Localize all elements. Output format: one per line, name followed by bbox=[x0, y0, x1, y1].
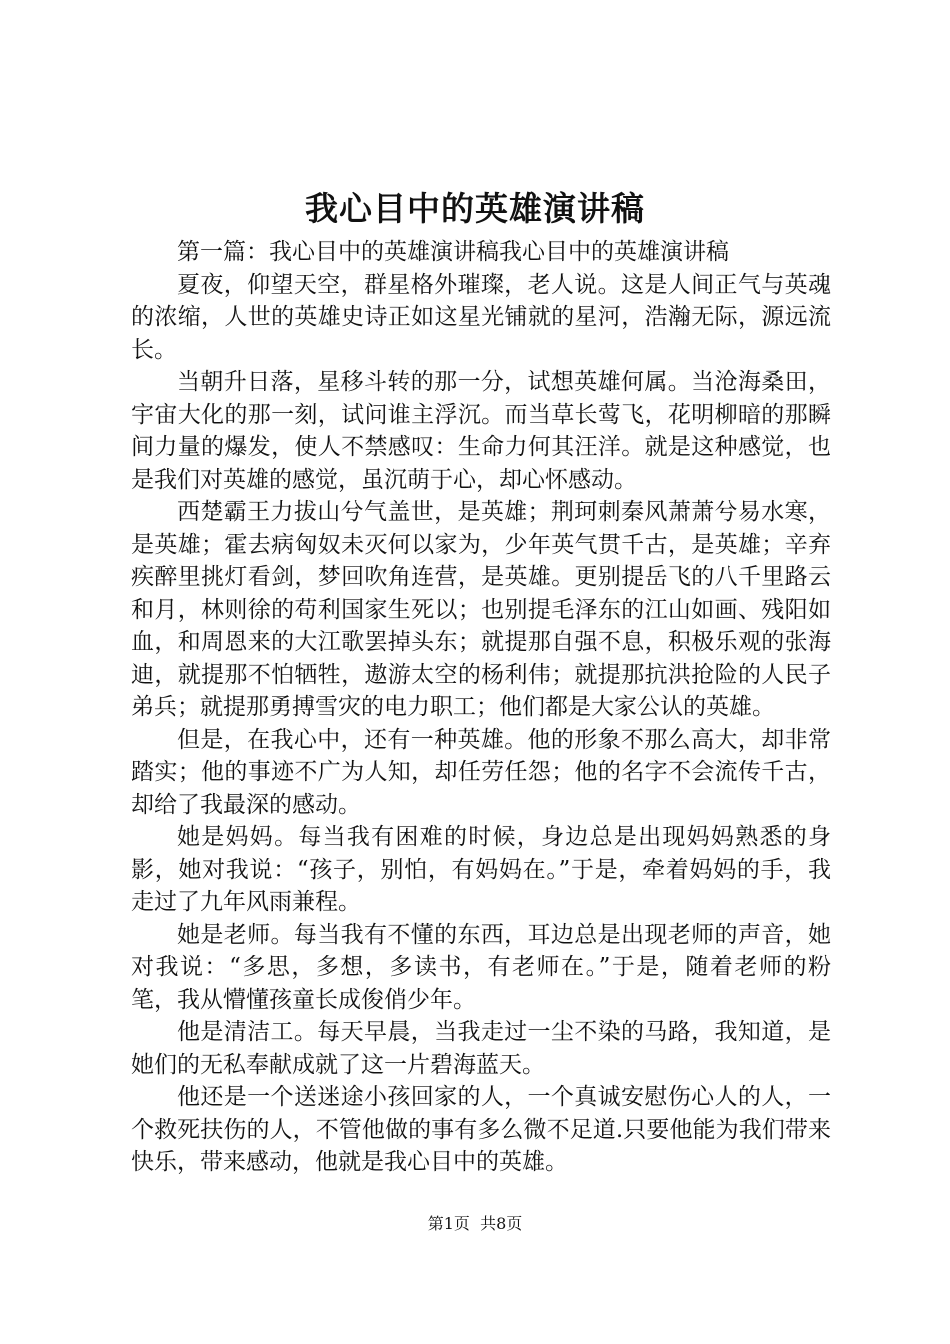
paragraph-4: 西楚霸王力拔山兮气盖世，是英雄；荆珂刺秦风萧萧兮易水寒，是英雄；霍去病匈奴未灭何以家为，少年英气贯千古，是英雄；辛弃疾醉里挑灯看剑，梦回吹角连营，是英雄。更别提岳飞的八千里路云和月，林则徐的苟利国家生死以；也别提毛泽东的江山如画、残阳如血，和周恩来的大江歌罢掉头东；就提那自强不息，积极乐观的张海迪，就提那不怕牺牲，遨游太空的杨利伟；就提那抗洪抢险的人民子弟兵；就提那勇搏雪灾的电力职工；他们都是大家公认的英雄。 bbox=[131, 499, 831, 720]
paragraph-9: 他还是一个送迷途小孩回家的人，一个真诚安慰伤心人的人，一个救死扶伤的人，不管他做的事有多么微不足道.只要他能为我们带来快乐，带来感动，他就是我心目中的英雄。 bbox=[131, 1084, 831, 1175]
paragraph-7: 她是老师。每当我有不懂的东西，耳边总是出现老师的声音，她对我说：“多思，多想，多读书，有老师在。”于是，随着老师的粉笔，我从懵懂孩童长成俊俏少年。 bbox=[131, 921, 831, 1013]
paragraph-3: 当朝升日落，星移斗转的那一分，试想英雄何属。当沧海桑田，宇宙大化的那一刻，试问谁主浮沉。而当草长莺飞，花明柳暗的那瞬间力量的爆发，使人不禁感叹：生命力何其汪洋。就是这种感觉，也是我们对英雄的感觉，虽沉萌于心，却心怀感动。 bbox=[131, 369, 831, 493]
paragraph-5: 但是，在我心中，还有一种英雄。他的形象不那么高大，却非常踏实；他的事迹不广为人知，却任劳任怨；他的名字不会流传千古，却给了我最深的感动。 bbox=[131, 726, 831, 818]
page-total: 共8页 bbox=[480, 1214, 523, 1233]
page-number: 第1页 bbox=[427, 1214, 470, 1233]
paragraph-6: 她是妈妈。每当我有困难的时候，身边总是出现妈妈熟悉的身影，她对我说：“孩子，别怕，有妈妈在。”于是，牵着妈妈的手，我走过了九年风雨兼程。 bbox=[131, 824, 831, 915]
document-title: 我心目中的英雄演讲稿 bbox=[305, 189, 645, 228]
document-body bbox=[131, 236, 831, 1179]
page-footer bbox=[0, 1213, 950, 1235]
paragraph-1: 第一篇：我心目中的英雄演讲稿我心目中的英雄演讲稿 bbox=[177, 239, 729, 265]
paragraph-8: 他是清洁工。每天早晨，当我走过一尘不染的马路，我知道，是她们的无私奉献成就了这一片碧海蓝天。 bbox=[131, 1019, 831, 1078]
paragraph-2: 夏夜，仰望天空，群星格外璀璨，老人说。这是人间正气与英魂的浓缩，人世的英雄史诗正如这星光铺就的星河，浩瀚无际，源远流长。 bbox=[131, 271, 831, 363]
